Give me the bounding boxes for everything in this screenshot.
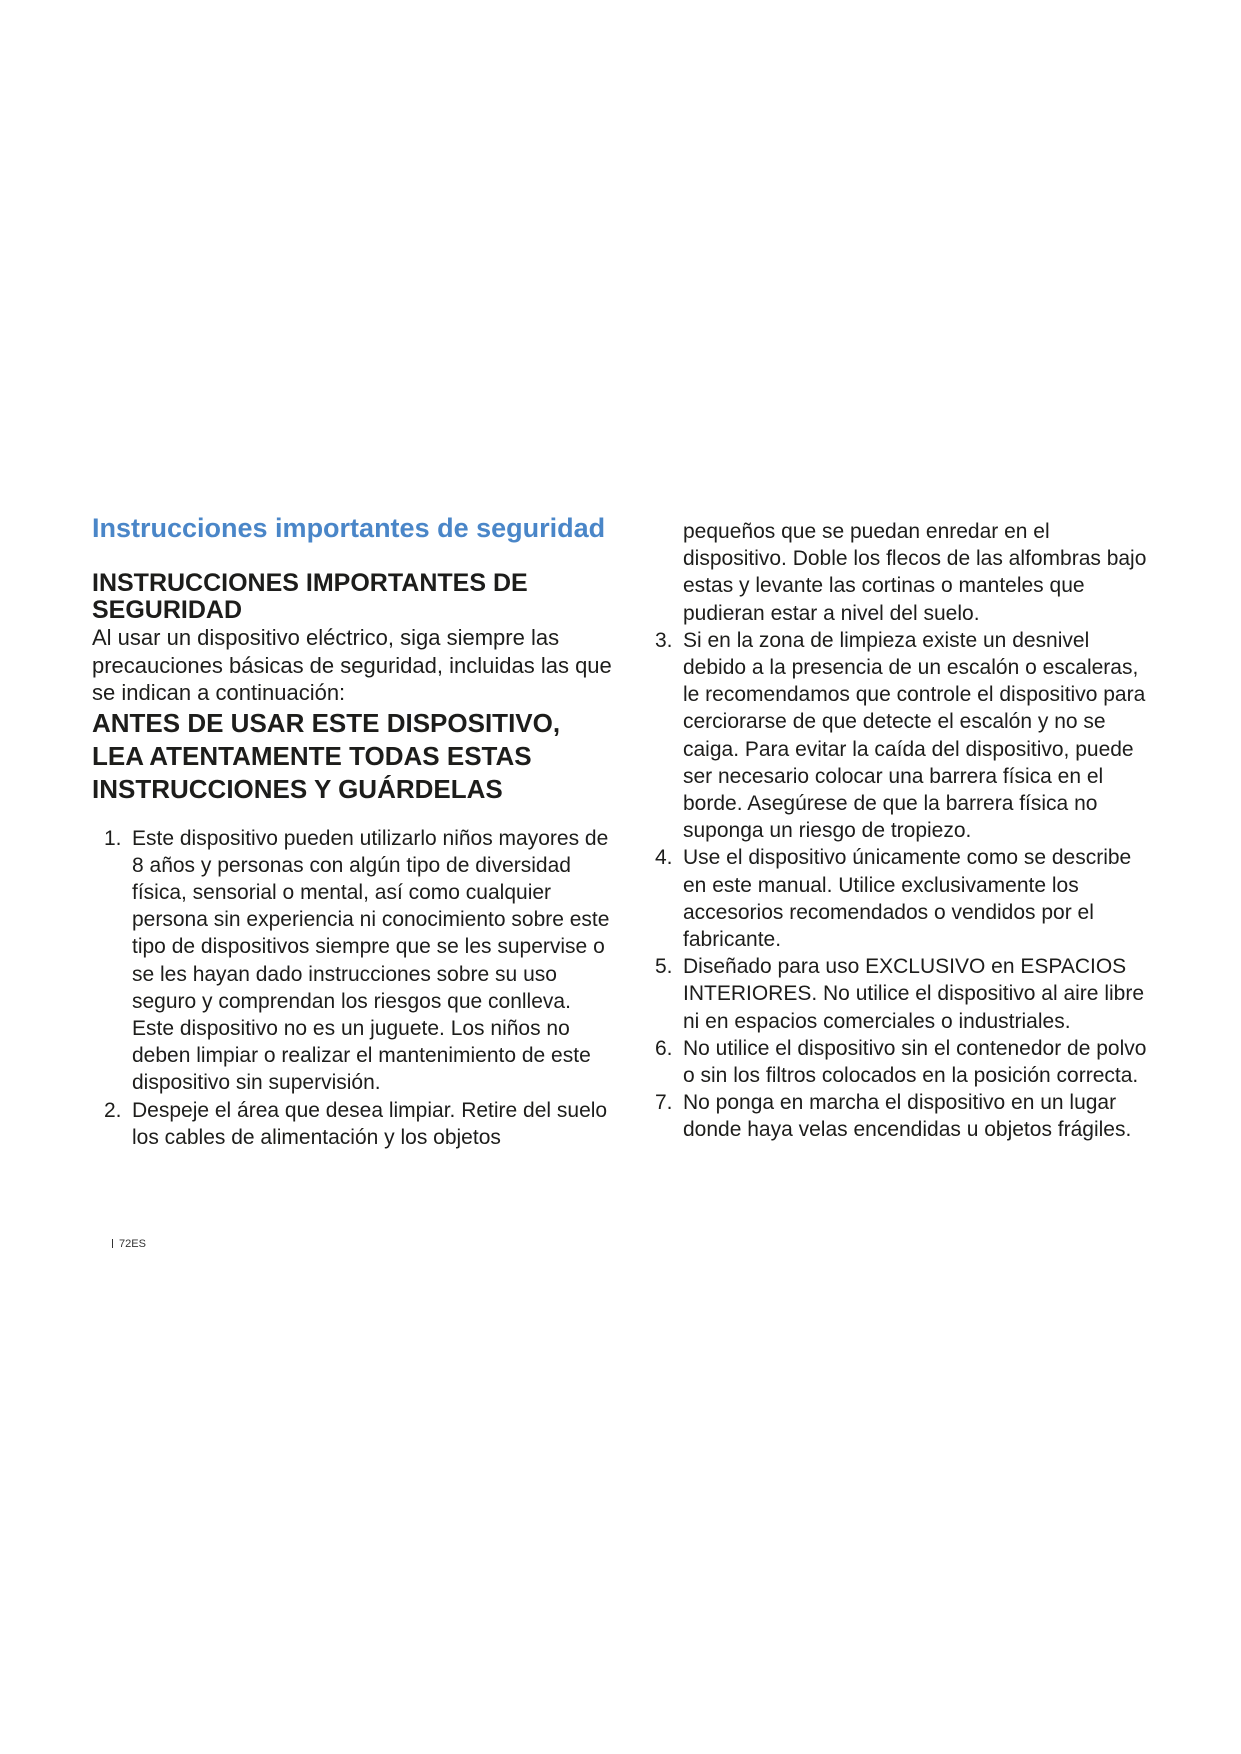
list-number: 3.	[655, 628, 673, 652]
list-text: Si en la zona de limpieza existe un desnivel debido a la presencia de un escalón o escaleras, le recomendamos que controle el dispositivo para cerciorarse de que detecte el escalón y no se caiga. Para evitar la caída del dispositivo, puede ser necesario colocar una barrera física en el borde. Asegúrese de que la barrera física no suponga un riesgo de tropiezo.	[683, 628, 1146, 843]
list-item	[655, 1089, 1155, 1143]
page-number: 72ES	[119, 1238, 146, 1250]
left-column	[92, 512, 612, 1151]
main-heading: INSTRUCCIONES IMPORTANTES DE SEGURIDAD	[92, 569, 528, 624]
list-item	[655, 953, 1155, 1035]
warning-heading: ANTES DE USAR ESTE DISPOSITIVO, LEA ATENTAMENTE TODAS ESTAS INSTRUCCIONES Y GUÁRDELAS	[92, 707, 561, 804]
footer-divider	[112, 1239, 113, 1248]
list-item	[104, 1097, 612, 1151]
section-title: Instrucciones importantes de seguridad	[92, 513, 606, 543]
list-number: 2.	[104, 1098, 122, 1122]
list-text: Diseñado para uso EXCLUSIVO en ESPACIOS INTERIORES. No utilice el dispositivo al aire libre ni en espacios comerciales o industriales.	[683, 955, 1144, 1033]
list-number: 5.	[655, 955, 673, 979]
page-footer	[112, 1238, 146, 1250]
list-number: 1.	[104, 826, 122, 850]
list-item	[104, 825, 612, 1097]
list-item-continuation	[655, 518, 1155, 627]
list-item	[655, 844, 1155, 953]
safety-list-left	[92, 825, 612, 1151]
list-text: Despeje el área que desea limpiar. Retire del suelo los cables de alimentación y los objetos	[132, 1098, 608, 1149]
right-column	[655, 518, 1155, 1144]
list-text: Este dispositivo pueden utilizarlo niños mayores de 8 años y personas con algún tipo de diversidad física, sensorial o mental, así como cualquier persona sin experiencia ni conocimiento sobre este tipo de dispositivos siempre que se les supervise o se les hayan dado instrucciones sobre su uso seguro y comprendan los riesgos que conlleva. Este dispositivo no es un juguete. Los niños no deben limpiar o realizar el mantenimiento de este dispositivo sin supervisión.	[132, 826, 610, 1095]
list-text: Use el dispositivo únicamente como se describe en este manual. Utilice exclusivamente los accesorios recomendados o vendidos por el fabricante.	[683, 846, 1132, 952]
list-number: 4.	[655, 846, 673, 870]
list-text: pequeños que se puedan enredar en el dispositivo. Doble los flecos de las alfombras bajo estas y levante las cortinas o manteles que pudieran estar a nivel del suelo.	[683, 520, 1147, 625]
list-text: No utilice el dispositivo sin el contenedor de polvo o sin los filtros colocados en la posición correcta.	[683, 1036, 1147, 1088]
intro-paragraph: Al usar un dispositivo eléctrico, siga siempre las precauciones básicas de seguridad, incluidas las que se indican a continuación:	[92, 625, 612, 705]
list-number: 6.	[655, 1036, 673, 1060]
safety-list-right	[655, 518, 1155, 1144]
list-item	[655, 627, 1155, 845]
list-number: 7.	[655, 1091, 673, 1115]
list-item	[655, 1035, 1155, 1089]
list-text: No ponga en marcha el dispositivo en un lugar donde haya velas encendidas u objetos frágiles.	[683, 1091, 1132, 1142]
